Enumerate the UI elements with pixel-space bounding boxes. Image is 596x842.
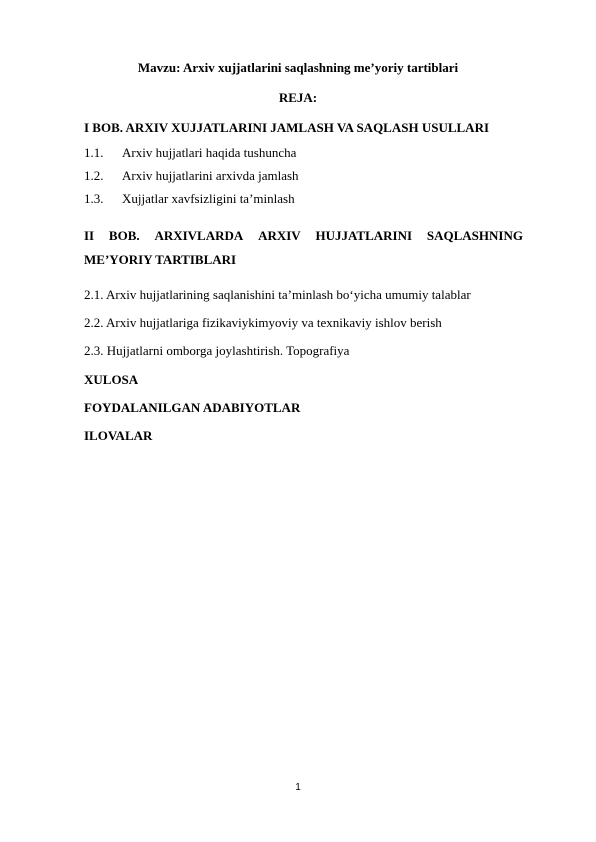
item-text: Arxiv hujjatlarini arxivda jamlash — [122, 168, 299, 183]
appendices-heading: ILOVALAR — [84, 428, 153, 443]
topic-title: Mavzu: Arxiv xujjatlarini saqlashning me’yoriy tartiblari — [137, 60, 459, 75]
chapter1-item — [84, 191, 295, 207]
item-text: Xujjatlar xavfsizligini ta’minlash — [122, 191, 295, 206]
chapter2-title-word: BOB. — [108, 228, 140, 243]
chapter2-title-line2: ME’YORIY TARTIBLARI — [84, 252, 237, 267]
chapter2-item: 2.2. Arxiv hujjatlariga fizikaviykimyoviy va texnikaviy ishlov berish — [84, 315, 442, 330]
chapter2-title-word: ARXIV — [258, 228, 301, 243]
chapter2-item: 2.3. Hujjatlarni omborga joylashtirish. Topografiya — [84, 343, 350, 358]
chapter1-item — [84, 168, 299, 184]
chapter1-item — [84, 145, 296, 161]
chapter2-title-word: SAQLASHNING — [426, 228, 523, 243]
chapter1-title: I BOB. ARXIV XUJJATLARINI JAMLASH VA SAQLASH USULLARI — [84, 120, 490, 135]
item-number: 1.2. — [84, 168, 104, 183]
plan-heading: REJA: — [278, 90, 318, 105]
item-text: Arxiv hujjatlari haqida tushuncha — [122, 145, 297, 160]
chapter2-title-line1 — [84, 228, 523, 244]
page-number: 1 — [295, 782, 301, 793]
chapter2-title-word: II — [84, 228, 95, 243]
chapter2-title-word: HUJJATLARINI — [315, 228, 413, 243]
references-heading: FOYDALANILGAN ADABIYOTLAR — [84, 400, 301, 415]
item-number: 1.3. — [84, 191, 104, 206]
chapter2-title-word: ARXIVLARDA — [154, 228, 244, 243]
conclusion-heading: XULOSA — [84, 372, 139, 387]
item-number: 1.1. — [84, 145, 104, 160]
chapter2-item: 2.1. Arxiv hujjatlarining saqlanishini ta’minlash bo‘yicha umumiy talablar — [84, 287, 471, 302]
